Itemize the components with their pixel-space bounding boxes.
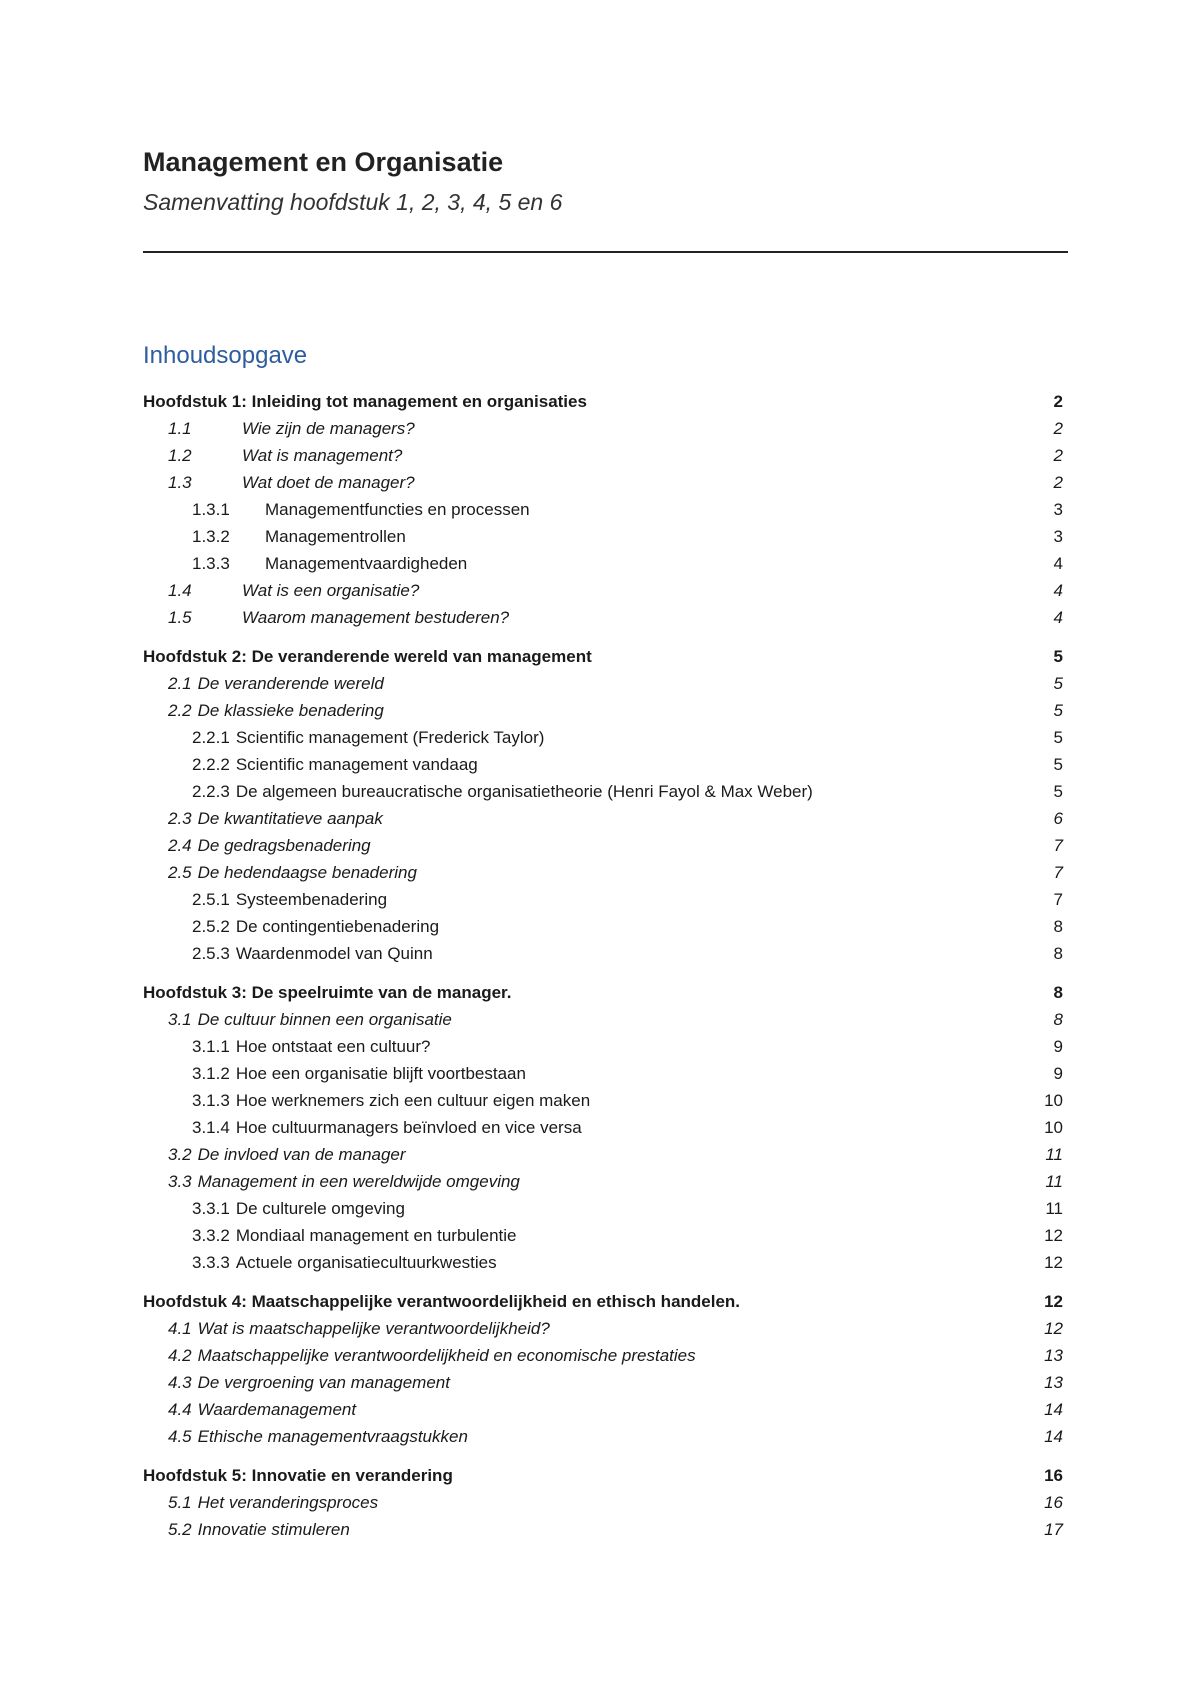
toc-entry-number: 2.5.3 [192,944,230,963]
toc-entry[interactable] [143,890,1063,917]
toc-page-number: 2 [1053,446,1063,465]
toc-page-number: 8 [1053,983,1063,1002]
toc-entry-label: Waarom management bestuderen? [242,608,510,627]
toc-entry-label: De algemeen bureaucratische organisatietheorie (Henri Fayol & Max Weber) [235,782,813,801]
toc-entry-number: 1.2 [168,446,192,465]
toc-entry-label: Systeembenadering [235,890,388,909]
toc-entry[interactable] [143,836,1063,863]
toc-entry[interactable] [143,1346,1063,1373]
toc-entry-label: Managementfuncties en processen [265,500,530,519]
toc-entry[interactable] [143,608,1063,635]
toc-entry-number: 1.3.2 [192,527,230,546]
toc-entry-label: De gedragsbenadering [197,836,371,855]
toc-page-number: 3 [1053,527,1063,546]
toc-entry[interactable] [143,1037,1063,1064]
toc-entry-number: 1.3.3 [192,554,230,573]
toc-page-number: 11 [1045,1172,1063,1191]
toc-entry-label: Hoofdstuk 5: Innovatie en verandering [143,1466,453,1485]
toc-entry[interactable] [143,728,1063,755]
toc-entry[interactable] [143,1427,1063,1454]
toc-page-number: 4 [1053,554,1063,573]
toc-page-number: 12 [1044,1319,1063,1338]
toc-entry-number: 2.2.3 [192,782,230,801]
toc-entry-number: 2.3 [168,809,192,828]
toc-entry-label: Managementrollen [265,527,406,546]
toc-entry-number: 2.5.1 [192,890,230,909]
toc-page-number: 5 [1053,674,1063,693]
toc-entry[interactable] [143,1091,1063,1118]
toc-page-number: 13 [1044,1373,1063,1392]
toc-entry-number: 4.4 [168,1400,192,1419]
toc-entry-label: Hoofdstuk 3: De speelruimte van de manager. [143,983,512,1002]
toc-entry-label: Waardemanagement [197,1400,357,1419]
toc-entry-label: Wat doet de manager? [242,473,415,492]
toc-entry-label: De invloed van de manager [197,1145,406,1164]
toc-page-number: 5 [1053,647,1063,666]
toc-page-number: 12 [1044,1292,1063,1311]
toc-entry-number: 3.1.1 [192,1037,230,1056]
toc-entry[interactable] [143,1064,1063,1091]
toc-page-number: 9 [1053,1037,1063,1056]
toc-entry[interactable] [143,701,1063,728]
table-of-contents [143,392,1063,1547]
toc-entry-label: De kwantitatieve aanpak [197,809,383,828]
toc-entry-number: 1.3 [168,473,192,492]
toc-entry-label: De culturele omgeving [235,1199,405,1218]
toc-page-number: 8 [1053,917,1063,936]
toc-page-number: 17 [1044,1520,1063,1539]
toc-entry[interactable] [143,1319,1063,1346]
toc-entry-label: Innovatie stimuleren [197,1520,350,1539]
toc-entry[interactable] [143,1520,1063,1547]
toc-entry-number: 3.1.4 [192,1118,230,1137]
toc-page-number: 3 [1053,500,1063,519]
toc-entry[interactable] [143,1010,1063,1037]
toc-entry-number: 2.5 [168,863,192,882]
toc-entry-label: De cultuur binnen een organisatie [197,1010,452,1029]
toc-entry-number: 1.3.1 [192,500,230,519]
toc-entry-number: 2.2 [168,701,192,720]
toc-page-number: 12 [1044,1226,1063,1245]
toc-page-number: 5 [1053,728,1063,747]
toc-entry-number: 3.3 [168,1172,192,1191]
toc-entry-number: 4.1 [168,1319,192,1338]
toc-entry[interactable] [143,944,1063,971]
toc-page-number: 10 [1044,1091,1063,1110]
toc-entry-number: 3.3.1 [192,1199,230,1218]
toc-page-number: 5 [1053,701,1063,720]
toc-entry[interactable] [143,1226,1063,1253]
toc-page-number: 4 [1053,581,1063,600]
toc-entry-label: Scientific management (Frederick Taylor) [235,728,545,747]
toc-entry-number: 3.1.2 [192,1064,230,1083]
toc-entry[interactable] [143,782,1063,809]
toc-page-number: 14 [1044,1400,1063,1419]
toc-page-number: 2 [1053,392,1063,411]
toc-entry-label: Ethische managementvraagstukken [197,1427,468,1446]
toc-page-number: 6 [1053,809,1063,828]
toc-entry-number: 2.1 [168,674,192,693]
toc-entry-number: 4.5 [168,1427,192,1446]
toc-entry[interactable] [143,1145,1063,1172]
toc-chapter-3[interactable] [143,983,1063,1010]
toc-entry[interactable] [143,755,1063,782]
toc-page-number: 11 [1045,1199,1063,1218]
toc-entry-label: Hoofdstuk 4: Maatschappelijke verantwoordelijkheid en ethisch handelen. [143,1292,741,1311]
toc-entry[interactable] [143,473,1063,500]
toc-entry-number: 1.4 [168,581,192,600]
toc-entry-label: Hoofdstuk 1: Inleiding tot management en organisaties [143,392,587,411]
toc-entry[interactable] [143,1172,1063,1199]
toc-entry-number: 2.2.2 [192,755,230,774]
toc-page-number: 8 [1053,1010,1063,1029]
toc-heading: Inhoudsopgave [143,342,308,369]
toc-entry-label: Wie zijn de managers? [242,419,415,438]
toc-entry[interactable] [143,527,1063,554]
toc-entry-number: 1.1 [168,419,192,438]
toc-entry-number: 2.4 [168,836,192,855]
toc-entry[interactable] [143,1373,1063,1400]
toc-entry-label: Maatschappelijke verantwoordelijkheid en economische prestaties [197,1346,696,1365]
toc-entry-label: De hedendaagse benadering [197,863,417,882]
toc-entry-label: De contingentiebenadering [235,917,440,936]
toc-entry-number: 5.1 [168,1493,192,1512]
toc-entry-number: 3.1 [168,1010,192,1029]
toc-entry[interactable] [143,1199,1063,1226]
toc-entry[interactable] [143,863,1063,890]
toc-entry-number: 2.5.2 [192,917,230,936]
toc-page-number: 2 [1053,473,1063,492]
toc-page-number: 11 [1045,1145,1063,1164]
toc-entry-number: 3.3.2 [192,1226,230,1245]
toc-entry-number: 3.2 [168,1145,192,1164]
title-divider [143,251,1068,253]
toc-page-number: 13 [1044,1346,1063,1365]
toc-entry-number: 5.2 [168,1520,192,1539]
toc-entry[interactable] [143,419,1063,446]
toc-entry-label: Wat is management? [242,446,403,465]
toc-page-number: 5 [1053,782,1063,801]
document-title: Management en Organisatie [143,147,504,177]
toc-page-number: 9 [1053,1064,1063,1083]
toc-entry-label: Management in een wereldwijde omgeving [197,1172,520,1191]
toc-page-number: 8 [1053,944,1063,963]
toc-entry-label: Scientific management vandaag [235,755,478,774]
toc-entry[interactable] [143,446,1063,473]
toc-entry-number: 2.2.1 [192,728,230,747]
toc-page-number: 5 [1053,755,1063,774]
toc-entry-label: Waardenmodel van Quinn [235,944,433,963]
toc-entry-label: Hoofdstuk 2: De veranderende wereld van management [143,647,592,666]
toc-entry-label: Hoe cultuurmanagers beïnvloed en vice versa [235,1118,582,1137]
toc-entry[interactable] [143,1253,1063,1280]
toc-page-number: 14 [1044,1427,1063,1446]
toc-page-number: 10 [1044,1118,1063,1137]
toc-entry-label: Managementvaardigheden [265,554,468,573]
toc-page-number: 12 [1044,1253,1063,1272]
document-subtitle: Samenvatting hoofdstuk 1, 2, 3, 4, 5 en 6 [143,189,563,215]
toc-entry-number: 3.3.3 [192,1253,230,1272]
toc-entry-label: Actuele organisatiecultuurkwesties [235,1253,497,1272]
toc-entry-label: Wat is een organisatie? [242,581,420,600]
document-page [143,0,1068,1698]
toc-entry-label: De vergroening van management [197,1373,450,1392]
toc-entry[interactable] [143,1493,1063,1520]
toc-entry-number: 3.1.3 [192,1091,230,1110]
toc-entry-label: Mondiaal management en turbulentie [235,1226,517,1245]
toc-entry[interactable] [143,1118,1063,1145]
toc-chapter-4[interactable] [143,1292,1063,1319]
toc-chapter-2[interactable] [143,647,1063,674]
toc-entry-label: De klassieke benadering [197,701,384,720]
toc-page-number: 7 [1053,863,1063,882]
toc-entry-label: Wat is maatschappelijke verantwoordelijkheid? [197,1319,550,1338]
toc-entry[interactable] [143,809,1063,836]
toc-entry[interactable] [143,500,1063,527]
toc-page-number: 2 [1053,419,1063,438]
toc-page-number: 16 [1044,1466,1063,1485]
toc-entry-number: 4.3 [168,1373,192,1392]
toc-entry[interactable] [143,674,1063,701]
toc-entry-label: Hoe werknemers zich een cultuur eigen maken [235,1091,591,1110]
toc-entry-label: Hoe een organisatie blijft voortbestaan [235,1064,526,1083]
toc-page-number: 7 [1053,890,1063,909]
toc-entry[interactable] [143,554,1063,581]
toc-entry-number: 1.5 [168,608,192,627]
toc-entry-label: De veranderende wereld [197,674,384,693]
toc-entry[interactable] [143,581,1063,608]
toc-chapter-5[interactable] [143,1466,1063,1493]
toc-entry[interactable] [143,1400,1063,1427]
toc-page-number: 16 [1044,1493,1063,1512]
toc-entry-number: 4.2 [168,1346,192,1365]
toc-page-number: 4 [1053,608,1063,627]
toc-chapter-1[interactable] [143,392,1063,419]
toc-entry-label: Hoe ontstaat een cultuur? [235,1037,431,1056]
toc-page-number: 7 [1053,836,1063,855]
toc-entry[interactable] [143,917,1063,944]
toc-entry-label: Het veranderingsproces [197,1493,379,1512]
